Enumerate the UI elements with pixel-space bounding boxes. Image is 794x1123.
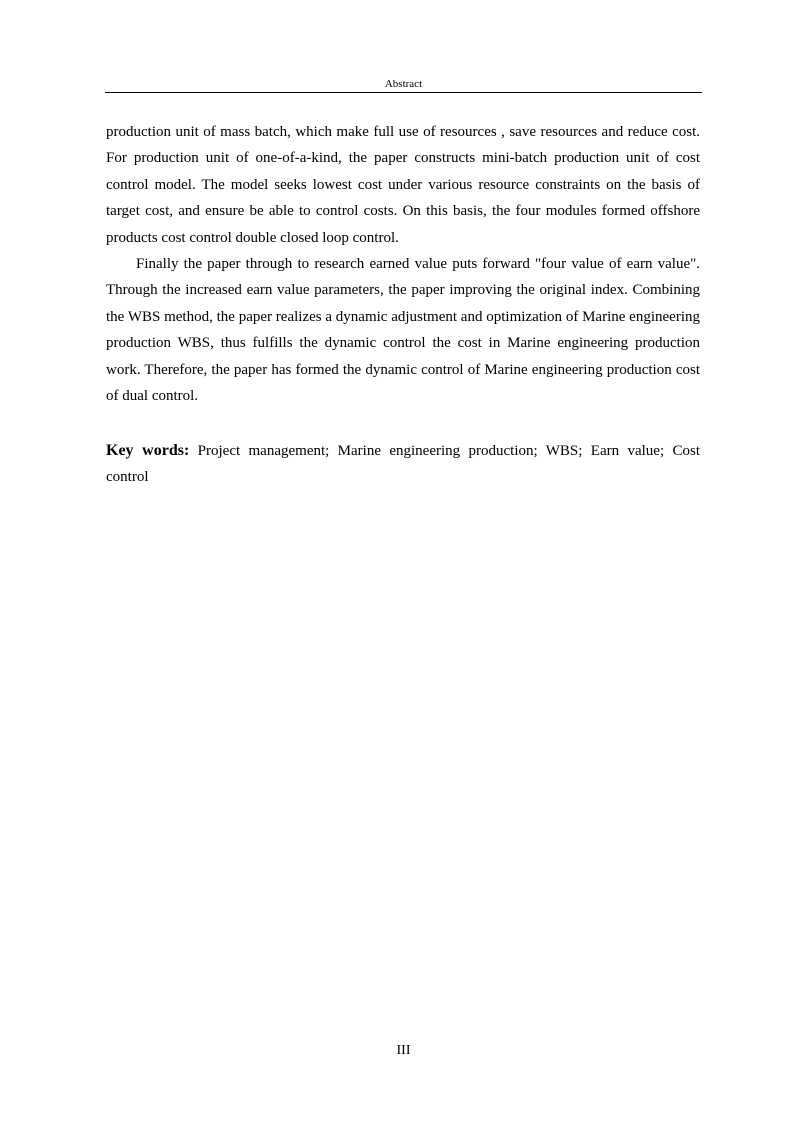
abstract-paragraph-2: Finally the paper through to research earned value puts forward "four value of earn value". Through the increased earn value parameters, the paper improving the original index. Combining the WBS method, the paper realizes a dynamic adjustment and optimization of Marine engineering production WBS, thus fulfills the dynamic control the cost in Marine engineering production work. Therefore, the paper has formed the dynamic control of Marine engineering production cost of dual control. xyxy=(106,256,700,405)
page-number: III xyxy=(396,1043,411,1058)
keywords-line xyxy=(106,438,700,491)
running-header-title: Abstract xyxy=(384,78,423,90)
abstract-paragraph-1: production unit of mass batch, which make full use of resources , save resources and reduce cost. For production unit of one-of-a-kind, the paper constructs mini-batch production unit of cost control model. The model seeks lowest cost under various resource constraints on the basis of target cost, and ensure be able to control costs. On this basis, the four modules formed offshore products cost control double closed loop control. xyxy=(106,124,700,246)
abstract-body xyxy=(106,119,700,409)
keywords-text: Project management; Marine engineering production; WBS; Earn value; Cost control xyxy=(106,443,701,486)
keywords-label: Key words: xyxy=(106,442,190,459)
header-rule xyxy=(105,92,702,93)
